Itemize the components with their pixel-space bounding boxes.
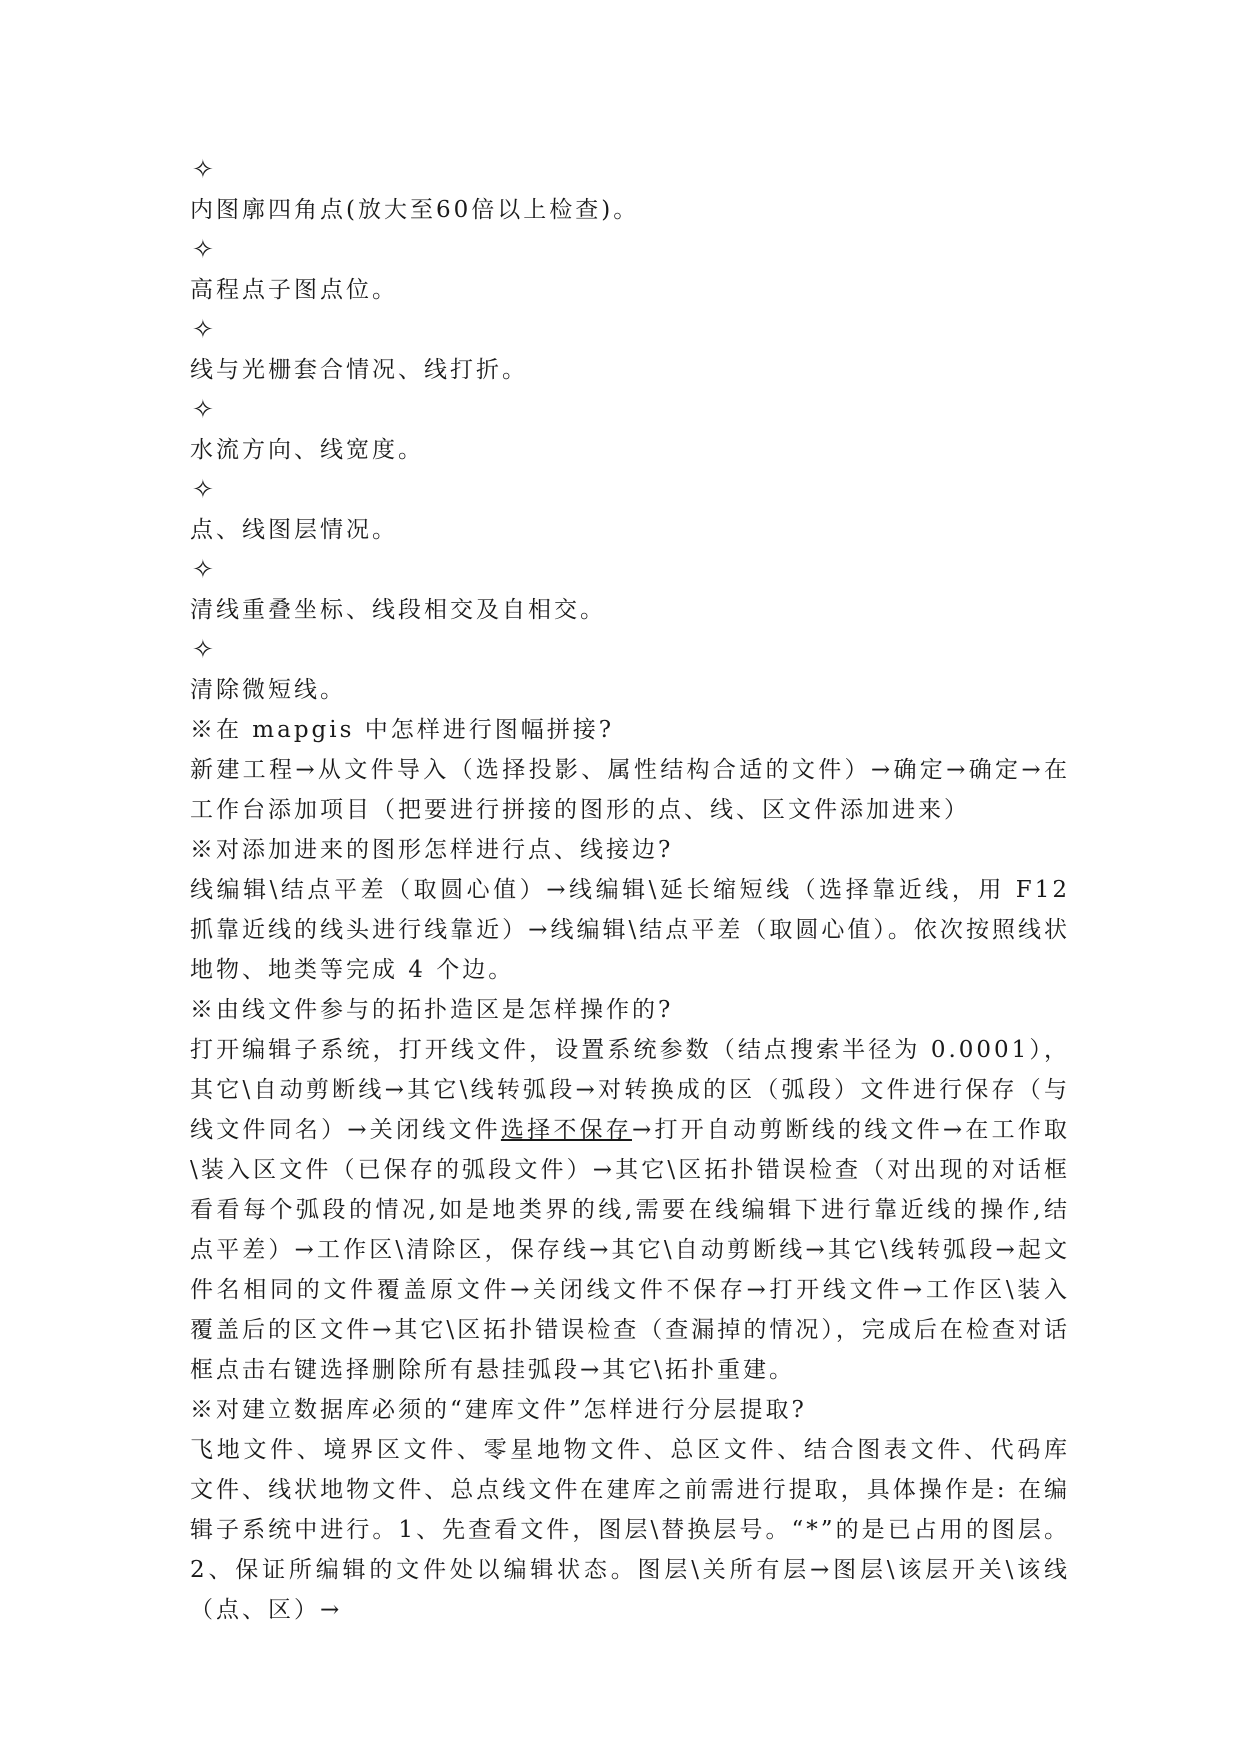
sparkle-icon: ✧ xyxy=(192,235,214,265)
bullet-list xyxy=(190,150,1070,710)
question-heading: ※对建立数据库必须的“建库文件”怎样进行分层提取? xyxy=(190,1397,807,1423)
question-heading: ※由线文件参与的拓扑造区是怎样操作的? xyxy=(190,997,674,1023)
answer-paragraph: 线编辑\结点平差（取圆心值）→线编辑\延长缩短线（选择靠近线，用 F12 抓靠近线的线头进行线靠近）→线编辑\结点平差（取圆心值）。依次按照线状地物、地类等完成 4 个边。 xyxy=(190,877,1070,983)
answer-text: 打开编辑子系统，打开线文件，设置系统参数（结点搜索半径为 0.0001），其它\自动剪断线→其它\线转弧段→对转换成的区（弧段）文件进行保存（与线文件同名）→关闭线文件 xyxy=(190,1037,1070,1143)
sparkle-icon: ✧ xyxy=(192,555,214,585)
answer-paragraph: 飞地文件、境界区文件、零星地物文件、总区文件、结合图表文件、代码库文件、线状地物文件、总点线文件在建库之前需进行提取，具体操作是: 在编辑子系统中进行。1、先查看文件，图层\替换层号。“*”的是已占用的图层。2、保证所编辑的文件处以编辑状态。图层\关所有层→图层\该层开关\该线（点、区）→ xyxy=(190,1437,1070,1623)
list-item: 清除微短线。 xyxy=(190,677,346,703)
underlined-text: 选择不保存 xyxy=(500,1117,632,1143)
sparkle-icon: ✧ xyxy=(192,635,214,665)
sparkle-icon: ✧ xyxy=(192,155,214,185)
answer-text: →打开自动剪断线的线文件→在工作取\装入区文件（已保存的弧段文件）→其它\区拓扑错误检查（对出现的对话框看看每个弧段的情况,如是地类界的线,需要在线编辑下进行靠近线的操作,结点平差）→工作区\清除区，保存线→其它\自动剪断线→其它\线转弧段→起文件名相同的文件覆盖原文件→关闭线文件不保存→打开线文件→工作区\装入覆盖后的区文件→其它\区拓扑错误检查（查漏掉的情况），完成后在检查对话框点击右键选择删除所有悬挂弧段→其它\拓扑重建。 xyxy=(190,1117,1071,1383)
list-item: 清线重叠坐标、线段相交及自相交。 xyxy=(190,597,606,623)
answer-paragraph xyxy=(190,1030,1070,1390)
document-body xyxy=(190,150,1070,1630)
list-item: 高程点子图点位。 xyxy=(190,277,398,303)
answer-paragraph: 新建工程→从文件导入（选择投影、属性结构合适的文件）→确定→确定→在工作台添加项目（把要进行拼接的图形的点、线、区文件添加进来） xyxy=(190,757,1070,823)
sparkle-icon: ✧ xyxy=(192,475,214,505)
list-item: 点、线图层情况。 xyxy=(190,517,398,543)
question-heading: ※对添加进来的图形怎样进行点、线接边? xyxy=(190,837,674,863)
sparkle-icon: ✧ xyxy=(192,315,214,345)
list-item: 内图廓四角点(放大至60倍以上检查)。 xyxy=(190,197,640,223)
question-heading: ※在 mapgis 中怎样进行图幅拼接? xyxy=(190,717,615,743)
list-item: 线与光栅套合情况、线打折。 xyxy=(190,357,528,383)
list-item: 水流方向、线宽度。 xyxy=(190,437,424,463)
sparkle-icon: ✧ xyxy=(192,395,214,425)
